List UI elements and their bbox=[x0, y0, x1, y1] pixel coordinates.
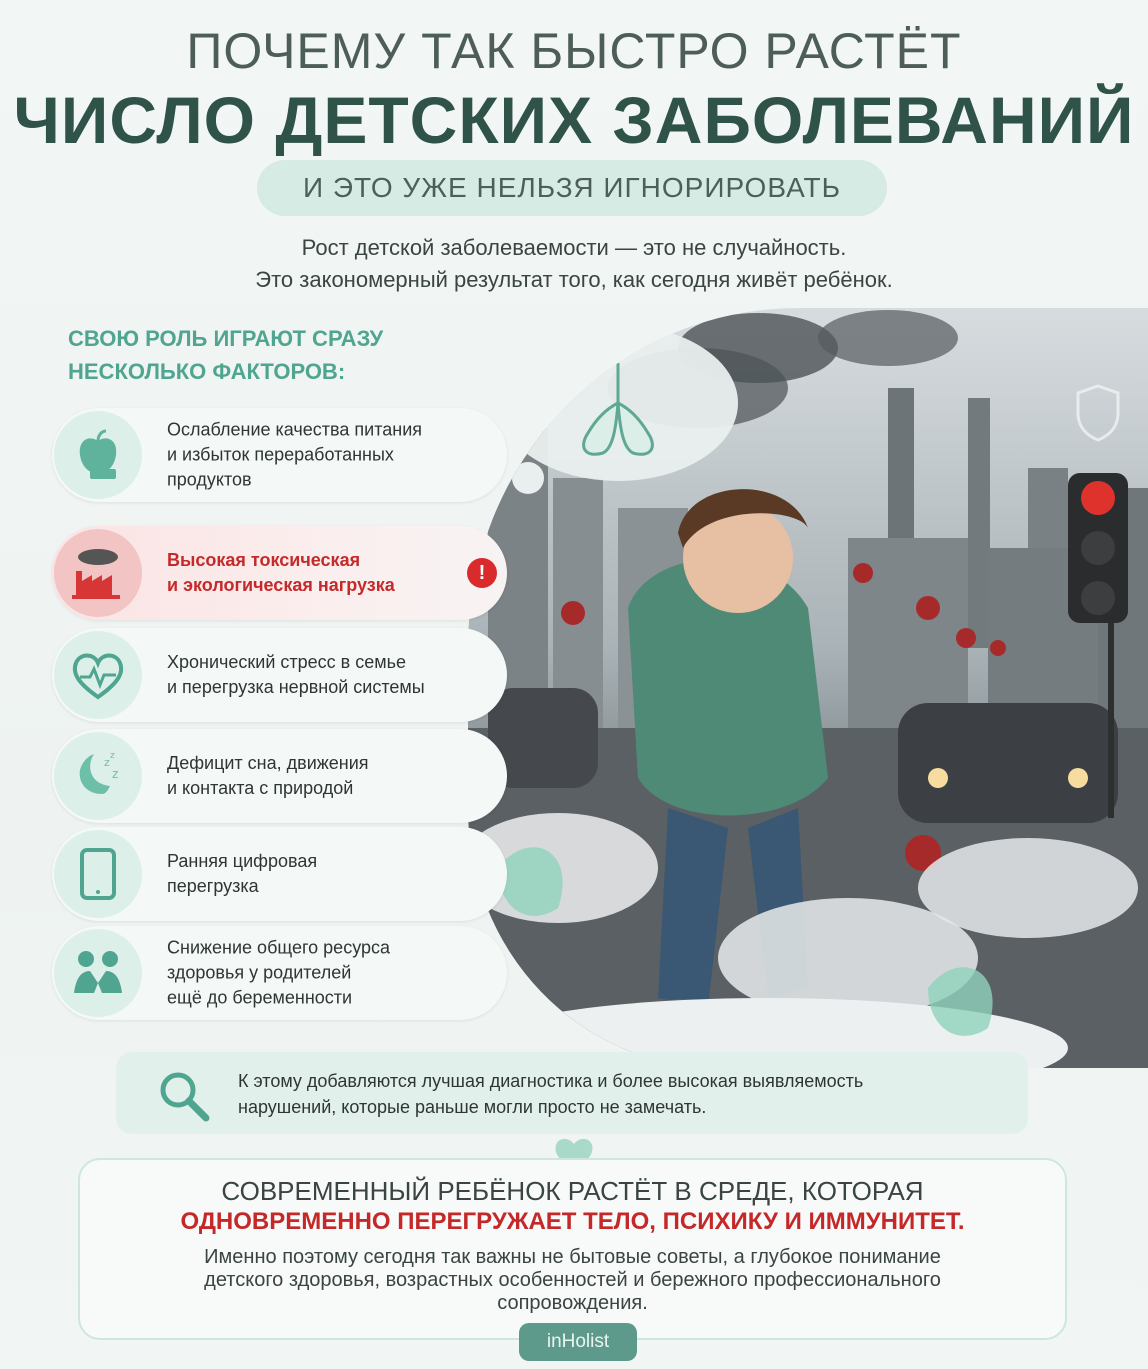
svg-text:z: z bbox=[112, 767, 119, 781]
svg-text:z: z bbox=[104, 756, 110, 769]
illustration-svg bbox=[468, 308, 1148, 1068]
subtitle-pill bbox=[257, 160, 887, 216]
tablet-icon bbox=[54, 830, 142, 918]
factor-text-line: продуктов bbox=[167, 469, 252, 490]
factor-text-line: ещё до беременности bbox=[167, 987, 353, 1008]
factor-parents-health bbox=[52, 926, 507, 1020]
page-title-line2: ЧИСЛО ДЕТСКИХ ЗАБОЛЕВАНИЙ bbox=[13, 83, 1135, 157]
factor-toxic bbox=[52, 526, 507, 620]
magnifier-icon bbox=[154, 1066, 214, 1126]
factor-nutrition bbox=[52, 408, 507, 502]
factor-text-line: и перегрузка нервной системы bbox=[167, 677, 425, 697]
factor-text-line: Хронический стресс в семье bbox=[167, 652, 407, 672]
factor-stress bbox=[52, 628, 507, 722]
intro-line2: Это закономерный результат того, как сегодня живёт ребёнок. bbox=[255, 267, 893, 292]
factors-heading-line1: СВОЮ РОЛЬ ИГРАЮТ СРАЗУ bbox=[68, 326, 384, 351]
page-title-line1: ПОЧЕМУ ТАК БЫСТРО РАСТЁТ bbox=[186, 23, 962, 79]
factor-sleep bbox=[52, 729, 507, 823]
factor-toxic-text bbox=[167, 548, 487, 598]
conclusion-body bbox=[110, 1246, 1035, 1315]
diagnostics-text bbox=[238, 1068, 998, 1120]
conclusion-line1: СОВРЕМЕННЫЙ РЕБЁНОК РАСТЁТ В СРЕДЕ, КОТОРАЯ bbox=[221, 1176, 924, 1206]
brand-logo: inHolist bbox=[519, 1323, 637, 1361]
conclusion-body-line: сопровождения. bbox=[497, 1292, 648, 1314]
alert-icon: ! bbox=[467, 558, 497, 588]
factor-text-line: и контакта с природой bbox=[167, 778, 354, 798]
factor-text-line: Дефицит сна, движения bbox=[167, 753, 369, 773]
diagnostics-line: К этому добавляются лучшая диагностика и более высокая выявляемость bbox=[238, 1071, 864, 1091]
parents-icon bbox=[54, 929, 142, 1017]
intro-text bbox=[0, 232, 1148, 296]
factor-nutrition-text bbox=[167, 418, 487, 493]
conclusion-body-line: Именно поэтому сегодня так важны не бытовые советы, а глубокое понимание bbox=[204, 1246, 941, 1268]
svg-text:z: z bbox=[110, 751, 115, 761]
factor-text-line: здоровья у родителей bbox=[167, 962, 352, 983]
factor-text-line: и избыток переработанных bbox=[167, 444, 394, 465]
diagnostics-line: нарушений, которые раньше могли просто не замечать. bbox=[238, 1097, 707, 1117]
factor-text-line: Высокая токсическая bbox=[167, 550, 361, 570]
heart-pulse-icon bbox=[54, 631, 142, 719]
factors-heading bbox=[68, 322, 468, 388]
intro-line1: Рост детской заболеваемости — это не случайность. bbox=[301, 235, 847, 260]
factor-digital bbox=[52, 827, 507, 921]
apple-icon bbox=[54, 411, 142, 499]
factors-heading-line2: НЕСКОЛЬКО ФАКТОРОВ: bbox=[68, 359, 346, 384]
factor-stress-text bbox=[167, 650, 487, 700]
moon-sleep-icon bbox=[54, 732, 142, 820]
factory-smoke-icon bbox=[54, 529, 142, 617]
subtitle-text: И ЭТО УЖЕ НЕЛЬЗЯ ИГНОРИРОВАТЬ bbox=[302, 172, 842, 203]
factor-text-line: Ослабление качества питания bbox=[167, 419, 423, 440]
factor-text-line: и экологическая нагрузка bbox=[167, 575, 395, 595]
factor-parents-text bbox=[167, 936, 487, 1011]
city-pollution-illustration bbox=[468, 308, 1148, 1068]
factor-sleep-text bbox=[167, 751, 487, 801]
factor-text-line: Ранняя цифровая bbox=[167, 851, 318, 871]
diagnostics-note bbox=[116, 1052, 1028, 1134]
conclusion-line2: ОДНОВРЕМЕННО ПЕРЕГРУЖАЕТ ТЕЛО, ПСИХИКУ И ИММУНИТЕТ. bbox=[180, 1208, 965, 1235]
factor-digital-text bbox=[167, 849, 487, 899]
conclusion-body-line: детского здоровья, возрастных особенностей и бережного профессионального bbox=[204, 1269, 941, 1291]
factor-text-line: Снижение общего ресурса bbox=[167, 937, 391, 958]
factor-text-line: перегрузка bbox=[167, 876, 259, 896]
